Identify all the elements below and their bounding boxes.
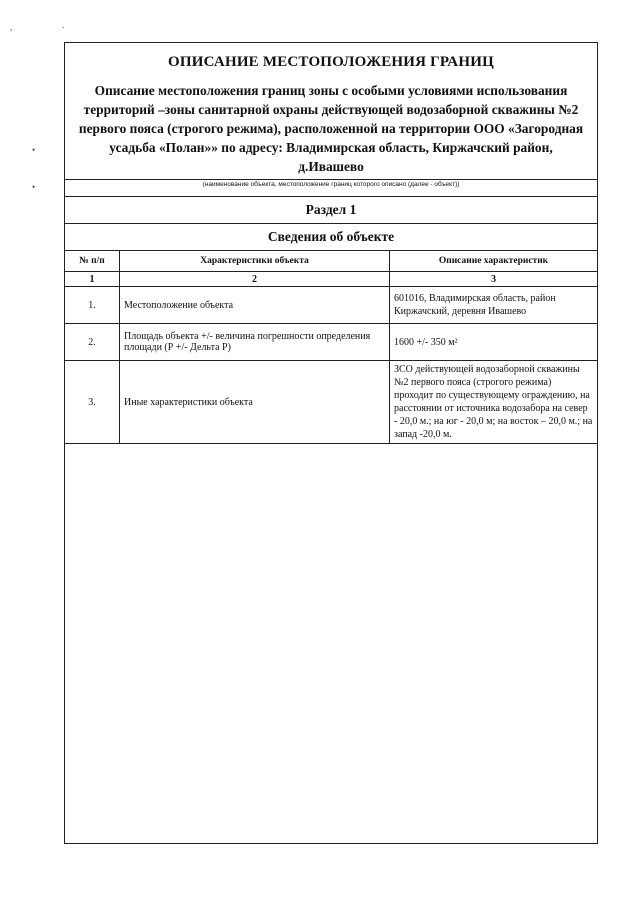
scan-mark: • [32, 145, 36, 155]
scan-mark: • [32, 182, 36, 192]
row-description: ЗСО действующей водозаборной скважины №2 первого пояса (строгого режима) проходит по существующему ограждению, на расстоянии от источника водозабора на север - 20,0 м.; на юг - 20,0 м; на восток – 20,0 м.; на запад -20,0 м. [390, 361, 598, 444]
row-number: 2. [65, 324, 120, 361]
column-number-row [65, 272, 597, 287]
header-number: № п/п [65, 251, 120, 272]
object-caption: (наименование объекта, местоположение границ которого описано (далее - объект)) [65, 179, 597, 191]
row-characteristic: Площадь объекта +/- величина погрешности определения площади (Р +/- Дельта Р) [120, 324, 390, 361]
section-heading: Сведения об объекте [65, 223, 597, 250]
row-characteristic: Местоположение объекта [120, 287, 390, 324]
document-header [65, 43, 597, 176]
document-subtitle: Описание местоположения границ зоны с особыми условиями использования территорий –зоны санитарной охраны действующей водозаборной скважины №2 первого пояса (строгого режима), расположенной на территории ООО «Загородная усадьба «Полан»» по адресу: Владимирская область, Киржачский район, д.Ивашево [78, 83, 584, 174]
column-number: 1 [65, 272, 120, 287]
column-number: 3 [390, 272, 598, 287]
row-description: 601016, Владимирская область, район Киржачский, деревня Ивашево [390, 287, 598, 324]
row-number: 1. [65, 287, 120, 324]
document-frame [64, 42, 598, 844]
table-row [65, 324, 597, 361]
column-number: 2 [120, 272, 390, 287]
scan-mark: . [62, 20, 65, 30]
header-description: Описание характеристик [390, 251, 598, 272]
row-characteristic: Иные характеристики объекта [120, 361, 390, 444]
scan-mark: , [10, 22, 13, 32]
page-title: ОПИСАНИЕ МЕСТОПОЛОЖЕНИЯ ГРАНИЦ [168, 54, 494, 70]
table-header-row [65, 251, 597, 272]
header-characteristic: Характеристики объекта [120, 251, 390, 272]
table-row [65, 361, 597, 444]
row-description: 1600 +/- 350 м² [390, 324, 598, 361]
row-number: 3. [65, 361, 120, 444]
section-label: Раздел 1 [65, 196, 597, 223]
object-info-table [65, 250, 597, 444]
table-row [65, 287, 597, 324]
